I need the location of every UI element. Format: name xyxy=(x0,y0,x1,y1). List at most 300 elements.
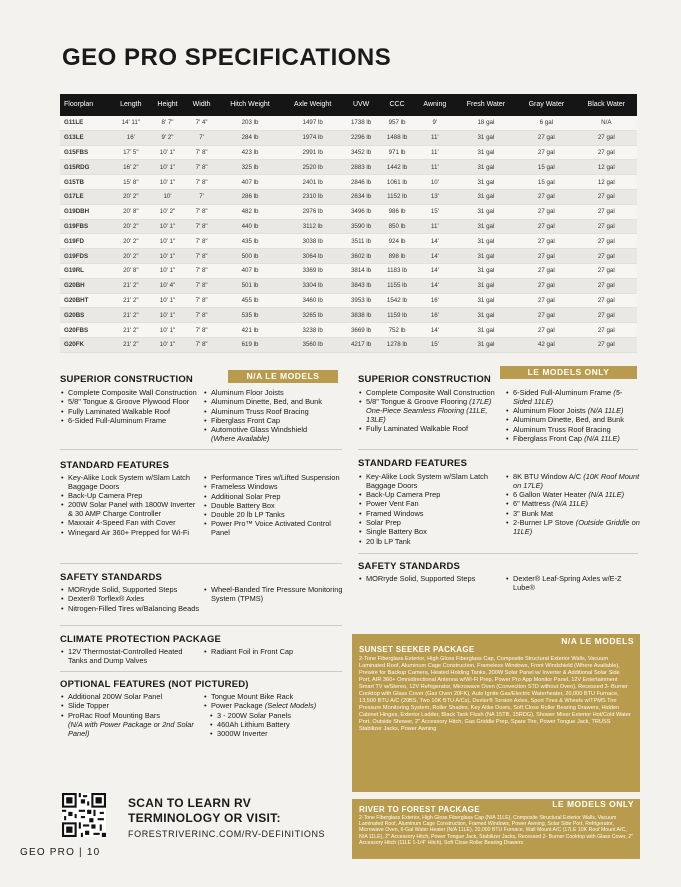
table-row xyxy=(60,293,637,308)
table-cell: 1183 lb xyxy=(379,263,415,278)
list-item-text: Wheel-Banded Tire Pressure Monitoring System (TPMS) xyxy=(211,585,343,603)
list-item-text: Nitrogen-Filled Tires w/Balancing Beads xyxy=(68,603,200,613)
table-cell: 619 lb xyxy=(218,337,282,352)
left-superior-col1 xyxy=(60,389,200,426)
table-cell: 325 lb xyxy=(218,160,282,175)
table-cell: 203 lb xyxy=(218,116,282,130)
scan-heading xyxy=(128,796,281,826)
qr-code-icon[interactable] xyxy=(62,793,106,837)
table-cell: 27 gal xyxy=(517,263,575,278)
table-cell: N/A xyxy=(576,116,637,130)
right-safety-standards-title: SAFETY STANDARDS xyxy=(358,561,461,572)
list-item-text: 5/8" Tongue & Groove Plywood Floor xyxy=(68,397,190,407)
list-item: • Tongue Mount Bike Rack xyxy=(211,693,343,702)
column-header: Awning xyxy=(415,94,455,116)
table-cell: 2991 lb xyxy=(282,145,343,160)
river-to-forest-title: RIVER TO FOREST PACKAGE xyxy=(359,805,480,814)
table-cell: 4217 lb xyxy=(343,337,379,352)
list-item-text: Additional Solar Prep xyxy=(211,491,281,501)
list-item xyxy=(68,417,200,426)
list-item xyxy=(211,426,343,435)
table-cell: 16' xyxy=(415,293,455,308)
table-cell: 21' 2" xyxy=(112,293,150,308)
table-cell: 455 lb xyxy=(218,293,282,308)
table-cell: 2634 lb xyxy=(343,189,379,204)
list-item-text: 3" Bunk Mat xyxy=(513,508,554,518)
table-cell: 31 gal xyxy=(455,337,517,352)
column-header: Axle Weight xyxy=(282,94,343,116)
table-cell: 21' 2" xyxy=(112,337,150,352)
table-cell: 284 lb xyxy=(218,130,282,145)
table-cell: 3304 lb xyxy=(282,278,343,293)
table-row xyxy=(60,278,637,293)
table-cell: 7' 8" xyxy=(185,323,217,338)
list-item-text: MORryde Solid, Supported Steps xyxy=(68,585,178,594)
right-standard-col1 xyxy=(358,473,500,547)
table-row xyxy=(60,249,637,264)
list-item-text: Complete Composite Wall Construction xyxy=(68,388,197,397)
table-cell: 500 lb xyxy=(218,249,282,264)
table-cell: 1497 lb xyxy=(282,116,343,130)
list-item: • Fully Laminated Walkable Roof xyxy=(366,425,500,434)
table-cell: 421 lb xyxy=(218,323,282,338)
table-cell: 2846 lb xyxy=(343,175,379,190)
left-standard-col1 xyxy=(60,474,200,538)
table-cell: 27 gal xyxy=(576,249,637,264)
table-cell: 535 lb xyxy=(218,308,282,323)
list-item-text: Power Pro™ Voice Activated Control Panel xyxy=(211,519,331,538)
table-cell: 27 gal xyxy=(517,308,575,323)
table-cell: 286 lb xyxy=(218,189,282,204)
table-cell: 407 lb xyxy=(218,175,282,190)
left-superior-col2 xyxy=(203,389,343,444)
floorplan-cell: G19FDS xyxy=(60,249,112,264)
column-header: Height xyxy=(150,94,186,116)
scan-line-1: SCAN TO LEARN RV xyxy=(128,796,252,810)
column-header: CCC xyxy=(379,94,415,116)
table-cell: 27 gal xyxy=(517,323,575,338)
list-item-text: 6" Mattress xyxy=(513,499,551,509)
table-cell: 7' 8" xyxy=(185,308,217,323)
table-cell: 2883 lb xyxy=(343,160,379,175)
table-cell: 10' 1" xyxy=(150,308,186,323)
table-cell: 16' xyxy=(112,130,150,145)
table-cell: 7' 4" xyxy=(185,116,217,130)
list-item xyxy=(211,586,343,604)
table-row xyxy=(60,160,637,175)
table-cell: 20' 2" xyxy=(112,189,150,204)
list-item-text: Maxxair 4-Speed Fan with Cover xyxy=(68,518,176,528)
list-item xyxy=(68,501,200,519)
right-superior-col1 xyxy=(358,389,500,434)
right-safety-col1 xyxy=(358,575,500,584)
table-cell: 31 gal xyxy=(455,249,517,264)
list-item-text: Dexter® Torflex® Axles xyxy=(68,594,145,604)
table-cell: 1442 lb xyxy=(379,160,415,175)
table-cell: 6 gal xyxy=(517,116,575,130)
table-cell: 440 lb xyxy=(218,219,282,234)
table-cell: 27 gal xyxy=(517,204,575,219)
table-cell: 10' 1" xyxy=(150,234,186,249)
floorplan-cell: G20BHT xyxy=(60,293,112,308)
table-cell: 20' 8" xyxy=(112,204,150,219)
list-item xyxy=(217,730,343,739)
list-item-text: Key-Alike Lock System w/Slam Latch Baggage Doors xyxy=(366,472,488,490)
table-cell: 10' xyxy=(150,189,186,204)
list-item-note: (Outside Griddle on 11LE) xyxy=(513,517,640,536)
list-item-text: Fiberglass Front Cap xyxy=(211,415,281,425)
list-item-text: Aluminum Truss Roof Bracing xyxy=(211,406,309,416)
list-item-text: Fiberglass Front Cap xyxy=(513,433,583,443)
table-cell: 14' xyxy=(415,249,455,264)
list-item-note: (10K Roof Mount on 17LE) xyxy=(513,472,640,490)
table-cell: 20' 8" xyxy=(112,263,150,278)
table-row xyxy=(60,337,637,352)
safety-standards-title: SAFETY STANDARDS xyxy=(60,572,163,583)
floorplan-cell: G15FBS xyxy=(60,145,112,160)
table-cell: 3064 lb xyxy=(282,249,343,264)
table-cell: 11' xyxy=(415,160,455,175)
list-item xyxy=(211,648,343,657)
sunset-seeker-package xyxy=(352,634,640,792)
table-cell: 7' 8" xyxy=(185,234,217,249)
table-cell: 31 gal xyxy=(455,278,517,293)
list-item xyxy=(68,712,200,721)
divider xyxy=(60,625,342,626)
na-le-models-tag: N/A LE MODELS xyxy=(228,370,338,383)
table-cell: 752 lb xyxy=(379,323,415,338)
table-cell: 7' xyxy=(185,189,217,204)
list-item xyxy=(366,538,500,547)
table-cell: 15 gal xyxy=(517,160,575,175)
table-cell: 31 gal xyxy=(455,323,517,338)
floorplan-cell: G20FK xyxy=(60,337,112,352)
table-cell: 14' xyxy=(415,323,455,338)
river-to-forest-tag: LE MODELS ONLY xyxy=(552,799,634,809)
table-cell: 850 lb xyxy=(379,219,415,234)
divider xyxy=(60,563,342,564)
table-row xyxy=(60,175,637,190)
list-item-note: (5-Sided 11LE) xyxy=(513,388,623,406)
table-row xyxy=(60,116,637,130)
table-cell: 27 gal xyxy=(517,278,575,293)
table-cell: 7' xyxy=(185,130,217,145)
list-item xyxy=(211,520,343,538)
table-cell: 3838 lb xyxy=(343,308,379,323)
list-item-note: (N/A 11LE) xyxy=(587,406,624,416)
table-row xyxy=(60,219,637,234)
left-climate-col2 xyxy=(203,648,343,657)
floorplan-cell: G20FBS xyxy=(60,323,112,338)
table-cell: 11' xyxy=(415,145,455,160)
list-item-text: Fully Laminated Walkable Roof xyxy=(68,406,171,416)
list-item-text: 5/8" Tongue & Groove Flooring xyxy=(366,397,468,407)
sunset-seeker-title: SUNSET SEEKER PACKAGE xyxy=(359,645,475,654)
floorplan-cell: G19FBS xyxy=(60,219,112,234)
table-cell: 1278 lb xyxy=(379,337,415,352)
table-cell: 31 gal xyxy=(455,204,517,219)
column-header: Floorplan xyxy=(60,94,112,116)
list-item-text: Frameless Windows xyxy=(211,482,278,492)
table-cell: 11' xyxy=(415,219,455,234)
table-cell: 21' 2" xyxy=(112,278,150,293)
table-cell: 3265 lb xyxy=(282,308,343,323)
right-superior-construction-title: SUPERIOR CONSTRUCTION xyxy=(358,374,491,385)
optional-features-title: OPTIONAL FEATURES (NOT PICTURED) xyxy=(60,679,249,690)
floorplan-cell: G20BH xyxy=(60,278,112,293)
column-header: UVW xyxy=(343,94,379,116)
table-cell: 2520 lb xyxy=(282,160,343,175)
table-cell: 31 gal xyxy=(455,308,517,323)
table-cell: 12 gal xyxy=(576,175,637,190)
table-cell: 31 gal xyxy=(455,293,517,308)
table-cell: 957 lb xyxy=(379,116,415,130)
table-row xyxy=(60,189,637,204)
standard-features-title: STANDARD FEATURES xyxy=(60,460,170,471)
table-cell: 12 gal xyxy=(576,160,637,175)
table-cell: 31 gal xyxy=(455,130,517,145)
page-title: GEO PRO SPECIFICATIONS xyxy=(62,44,392,71)
list-item xyxy=(513,473,640,491)
river-to-forest-package xyxy=(352,799,640,859)
list-item-text: 200W Solar Panel with 1800W Inverter & 30 AMP Charge Controller xyxy=(68,500,196,519)
floorplan-cell: G13LE xyxy=(60,130,112,145)
left-superior-note: (Where Available) xyxy=(211,433,270,443)
definitions-link[interactable]: FORESTRIVERINC.COM/RV-DEFINITIONS xyxy=(128,829,326,839)
column-header: Length xyxy=(112,94,150,116)
sunset-seeker-tag: N/A LE MODELS xyxy=(561,636,634,646)
table-cell: 10' 4" xyxy=(150,278,186,293)
table-cell: 31 gal xyxy=(455,160,517,175)
list-item-text: Winegard Air 360+ Prepped for Wi-Fi xyxy=(68,527,189,537)
list-item: • Complete Composite Wall Construction xyxy=(366,389,500,398)
table-cell: 31 gal xyxy=(455,219,517,234)
table-cell: 27 gal xyxy=(576,278,637,293)
table-cell: 9' xyxy=(415,116,455,130)
table-cell: 31 gal xyxy=(455,263,517,278)
table-row xyxy=(60,145,637,160)
table-cell: 2310 lb xyxy=(282,189,343,204)
table-cell: 3814 lb xyxy=(343,263,379,278)
floorplan-cell: G19RL xyxy=(60,263,112,278)
table-cell: 27 gal xyxy=(517,130,575,145)
table-cell: 27 gal xyxy=(517,234,575,249)
right-superior-col2 xyxy=(505,389,640,444)
table-cell: 3369 lb xyxy=(282,263,343,278)
floorplan-cell: G15TB xyxy=(60,175,112,190)
list-item-note: (N/A 11LE) xyxy=(552,499,588,509)
list-item-text: Aluminum Floor Joists xyxy=(211,388,284,397)
list-item-text: 3 - 200W Solar Panels xyxy=(217,710,291,720)
table-cell: 10' 1" xyxy=(150,219,186,234)
list-item-text: 6 Gallon Water Heater xyxy=(513,490,587,500)
list-item-text: 8K BTU Window A/C xyxy=(513,472,582,481)
list-item-text: Double Battery Box xyxy=(211,500,275,510)
table-cell: 3038 lb xyxy=(282,234,343,249)
left-standard-col2 xyxy=(203,474,343,539)
list-item xyxy=(366,398,500,424)
table-cell: 10' 1" xyxy=(150,293,186,308)
list-item-text: Power Vent Fan xyxy=(366,499,419,509)
table-cell: 3112 lb xyxy=(282,219,343,234)
list-item-text: 6-Sided Full-Aluminum Frame xyxy=(513,388,612,397)
table-cell: 10' xyxy=(415,175,455,190)
table-cell: 27 gal xyxy=(576,145,637,160)
table-cell: 27 gal xyxy=(576,263,637,278)
column-header: Gray Water xyxy=(517,94,575,116)
divider xyxy=(60,671,342,672)
list-item-text: 2-Burner LP Stove xyxy=(513,517,574,527)
list-item xyxy=(513,435,640,444)
table-cell: 3238 lb xyxy=(282,323,343,338)
table-cell: 10' 1" xyxy=(150,323,186,338)
table-cell: 27 gal xyxy=(576,293,637,308)
left-optional-note: (N/A with Power Package or 2nd Solar Panel) xyxy=(68,719,194,738)
list-item-text: Power Package xyxy=(211,701,263,711)
scan-line-2: TERMINOLOGY OR VISIT: xyxy=(128,811,281,825)
list-item-text: Solar Prep xyxy=(366,517,401,527)
floorplan-cell: G11LE xyxy=(60,116,112,130)
table-cell: 15' 8" xyxy=(112,175,150,190)
list-item xyxy=(68,529,200,538)
list-item xyxy=(68,474,200,492)
table-cell: 7' 8" xyxy=(185,160,217,175)
table-cell: 27 gal xyxy=(576,323,637,338)
list-item-text: Dexter® Leaf-Spring Axles w/E-Z Lube® xyxy=(513,574,622,592)
list-item-text: Slide Topper xyxy=(68,701,109,711)
table-row xyxy=(60,130,637,145)
list-item xyxy=(68,605,200,614)
table-cell: 27 gal xyxy=(576,308,637,323)
list-item-note: (17LE) One-Piece Seamless Flooring (11LE, 13LE) xyxy=(366,397,492,424)
table-cell: 27 gal xyxy=(576,204,637,219)
table-cell: 482 lb xyxy=(218,204,282,219)
table-cell: 27 gal xyxy=(517,145,575,160)
table-cell: 27 gal xyxy=(576,130,637,145)
table-cell: 2976 lb xyxy=(282,204,343,219)
table-cell: 3590 lb xyxy=(343,219,379,234)
table-cell: 15' xyxy=(415,204,455,219)
floorplan-cell: G17LE xyxy=(60,189,112,204)
list-item xyxy=(366,473,500,491)
table-cell: 10' 1" xyxy=(150,160,186,175)
table-cell: 501 lb xyxy=(218,278,282,293)
table-cell: 3511 lb xyxy=(343,234,379,249)
table-cell: 423 lb xyxy=(218,145,282,160)
floorplan-cell: G19FD xyxy=(60,234,112,249)
table-cell: 3496 lb xyxy=(343,204,379,219)
table-cell: 14' 11" xyxy=(112,116,150,130)
right-standard-col2 xyxy=(505,473,640,537)
table-cell: 27 gal xyxy=(576,337,637,352)
table-cell: 1542 lb xyxy=(379,293,415,308)
page-footer: GEO PRO | 10 xyxy=(20,847,101,858)
table-cell: 42 gal xyxy=(517,337,575,352)
list-item-text: 20 lb LP Tank xyxy=(366,536,411,546)
table-cell: 27 gal xyxy=(576,234,637,249)
table-cell: 31 gal xyxy=(455,175,517,190)
table-cell: 7' 8" xyxy=(185,278,217,293)
table-cell: 10' 2" xyxy=(150,204,186,219)
column-header: Hitch Weight xyxy=(218,94,282,116)
table-cell: 31 gal xyxy=(455,189,517,204)
left-safety-col2 xyxy=(203,586,343,604)
spec-table-header xyxy=(60,94,637,116)
table-cell: 407 lb xyxy=(218,263,282,278)
table-row xyxy=(60,263,637,278)
river-to-forest-text: 2-Tone Fiberglass Exterior, High Gloss Fiberglass Cap (N/A 11LE), Composite Structural Exterior Walls, Vacuum Laminated Roof, Aluminum Cage Construction, Framed Windows, Power Awning, Solar Side Port, Refrigerator, Microwave Oven, 6-Gal Water Heater (N/A 11LE), 20,000 BTU Furnace, Wall Mount A/C (17LE 10K Roof Mount A/C, N/A 11LE), 2" Accessory Hitch, Power Tongue Jack, Stabilizer Jacks, Recessed 2- Burner Cooktop with Glass Cover, 2" Accessory Hitch (11LE 1-1/4" Hitch), Soft Close Roller Bearing Drawers xyxy=(359,815,633,846)
table-cell: 7' 8" xyxy=(185,175,217,190)
table-cell: 1974 lb xyxy=(282,130,343,145)
list-item-text: Performance Tires w/Lifted Suspension xyxy=(211,473,340,482)
table-cell: 3460 lb xyxy=(282,293,343,308)
list-item xyxy=(513,575,640,593)
list-item-note: (Select Models) xyxy=(264,701,317,711)
table-cell: 1159 lb xyxy=(379,308,415,323)
table-cell: 18 gal xyxy=(455,116,517,130)
list-item-text: Double 20 lb LP Tanks xyxy=(211,510,285,520)
table-cell: 435 lb xyxy=(218,234,282,249)
table-cell: 7' 8" xyxy=(185,204,217,219)
table-row xyxy=(60,204,637,219)
table-cell: 21' 2" xyxy=(112,308,150,323)
list-item-text: MORryde Solid, Supported Steps xyxy=(366,574,476,583)
table-cell: 3953 lb xyxy=(343,293,379,308)
table-cell: 16' 2" xyxy=(112,160,150,175)
table-cell: 10' 1" xyxy=(150,263,186,278)
list-item-text: 12V Thermostat-Controlled Heated Tanks and Dump Valves xyxy=(68,647,183,665)
table-cell: 1488 lb xyxy=(379,130,415,145)
divider xyxy=(358,553,638,554)
table-cell: 2401 lb xyxy=(282,175,343,190)
list-item xyxy=(513,389,640,407)
table-cell: 1152 lb xyxy=(379,189,415,204)
list-item-text: Automotive Glass Windshield xyxy=(211,425,308,435)
table-cell: 924 lb xyxy=(379,234,415,249)
table-cell: 2296 lb xyxy=(343,130,379,145)
table-cell: 7' 8" xyxy=(185,337,217,352)
list-item-text: 3000W Inverter xyxy=(217,729,268,739)
divider xyxy=(358,449,638,450)
left-climate-col1 xyxy=(60,648,200,666)
floorplan-cell: G15RDG xyxy=(60,160,112,175)
table-cell: 1738 lb xyxy=(343,116,379,130)
table-cell: 3602 lb xyxy=(343,249,379,264)
list-item xyxy=(513,519,640,537)
table-cell: 10' 1" xyxy=(150,337,186,352)
table-cell: 15' xyxy=(415,337,455,352)
list-item-note: (N/A 11LE) xyxy=(584,433,620,443)
table-cell: 27 gal xyxy=(576,219,637,234)
list-item-text: Back-Up Camera Prep xyxy=(68,491,143,501)
table-cell: 7' 8" xyxy=(185,293,217,308)
left-optional-col1 xyxy=(60,693,200,738)
table-cell: 27 gal xyxy=(517,219,575,234)
table-cell: 11' xyxy=(415,130,455,145)
list-item-text: Aluminum Dinette, Bed, and Bunk xyxy=(211,397,322,407)
list-item-text: Single Battery Box xyxy=(366,527,427,537)
table-cell: 14' xyxy=(415,234,455,249)
table-cell: 3669 lb xyxy=(343,323,379,338)
list-item-text: Aluminum Truss Roof Bracing xyxy=(513,424,611,434)
right-safety-col2 xyxy=(505,575,640,593)
spec-table xyxy=(60,94,637,353)
list-item-text: Framed Windows xyxy=(366,508,424,518)
left-safety-col1 xyxy=(60,586,200,614)
list-item-text: Key-Alike Lock System w/Slam Latch Baggage Doors xyxy=(68,473,190,491)
left-optional-col2 xyxy=(203,693,343,739)
table-cell: 31 gal xyxy=(455,234,517,249)
